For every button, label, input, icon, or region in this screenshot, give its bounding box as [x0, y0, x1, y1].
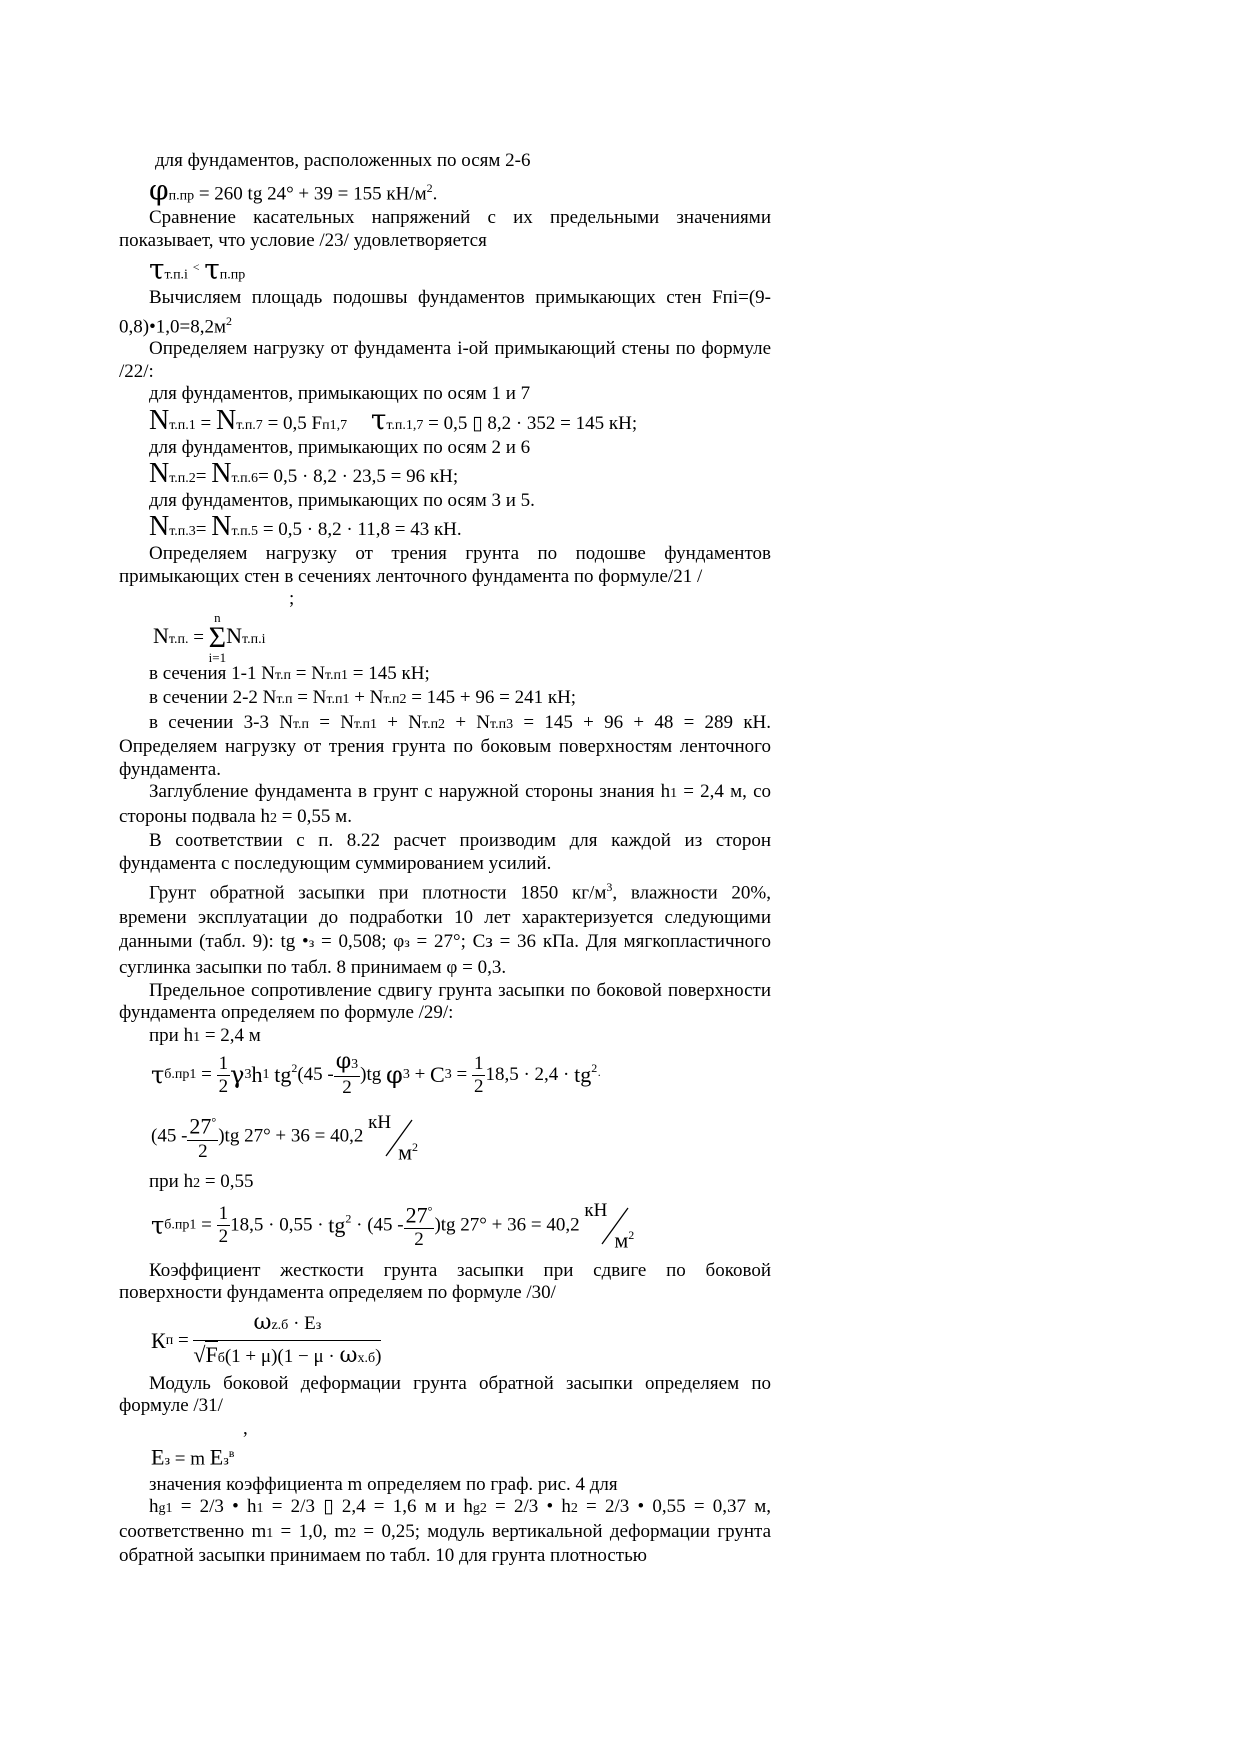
- sqrt-icon: √: [193, 1341, 206, 1367]
- text: в сечении 3-3 N: [149, 711, 293, 733]
- unit-denominator: [614, 1224, 634, 1252]
- text: )tg 27° + 36 = 40,2: [218, 1125, 364, 1147]
- superscript: 2: [225, 313, 232, 328]
- text: (45 -: [297, 1064, 334, 1086]
- symbol: К: [151, 1327, 166, 1353]
- operator: <: [192, 260, 200, 275]
- text: .: [432, 182, 438, 204]
- text: · Е: [288, 1312, 316, 1334]
- numerator: 1: [218, 1202, 229, 1224]
- text: для фундаментов, примыкающих по осям 3 и 5.: [149, 490, 535, 512]
- symbol: γ: [230, 1061, 245, 1090]
- text: = 145 кН;: [348, 662, 430, 684]
- symbol: N: [211, 510, 232, 542]
- subscript: з: [404, 935, 410, 951]
- paragraph: [119, 287, 771, 338]
- text: при h: [149, 1024, 194, 1046]
- text: = 2,4 м: [200, 1024, 261, 1046]
- formula-sum: [119, 611, 771, 663]
- subscript: т.п: [276, 692, 293, 708]
- text: Сравнение касательных напряжений с их предельными значениями показывает, что условие /23/ удовлетворяется: [119, 207, 771, 251]
- text-line: [119, 588, 771, 611]
- numerator: [187, 1111, 218, 1140]
- symbol: N: [149, 510, 170, 542]
- subscript: п.пр: [219, 267, 246, 283]
- text: в сечении 2-2 N: [149, 687, 277, 709]
- text: = 2/3 ▯ 2,4 = 1,6 м и h: [263, 1496, 473, 1518]
- text: =: [195, 412, 217, 434]
- text: = 2,4 м, со стороны подвала h: [119, 781, 771, 827]
- text-line: [119, 663, 771, 688]
- subscript: 1: [670, 786, 678, 802]
- fraction: [472, 1053, 486, 1098]
- subscript: т.п.2: [169, 470, 196, 486]
- text: h: [149, 1496, 159, 1518]
- subscript: т.п.1: [169, 417, 196, 433]
- subscript: т.п1: [326, 692, 350, 708]
- paragraph: [119, 1260, 771, 1305]
- symbol: C: [430, 1062, 445, 1088]
- fraction: [193, 1309, 381, 1373]
- sum-lower: i=1: [208, 649, 227, 665]
- subscript: з: [315, 1317, 322, 1333]
- symbol: τ: [149, 252, 165, 286]
- symbol: h: [251, 1062, 263, 1088]
- unit-numerator: кН: [584, 1200, 608, 1222]
- text: для фундаментов, расположенных по осям 2-6: [155, 150, 531, 171]
- operator: =: [196, 1214, 217, 1236]
- numerator: [334, 1051, 360, 1077]
- text: ,: [243, 1417, 248, 1439]
- superscript: 2: [426, 180, 433, 195]
- text: + N: [349, 687, 384, 709]
- fraction: [404, 1200, 435, 1251]
- subscript: 3: [244, 1067, 252, 1083]
- degree: °: [211, 1115, 217, 1130]
- text: =: [195, 518, 212, 540]
- symbol: τ: [151, 1061, 165, 1090]
- paragraph: [119, 980, 771, 1025]
- formula-tau-compare: [119, 252, 771, 287]
- paragraph: [119, 543, 771, 588]
- paragraph: [119, 207, 771, 252]
- text-line: [119, 437, 771, 460]
- symbol: N: [149, 404, 170, 436]
- superscript: 2: [591, 1061, 598, 1076]
- text: при h: [149, 1171, 194, 1193]
- text-line: [119, 150, 771, 173]
- numerator: [404, 1200, 435, 1229]
- subscript: 1: [266, 1525, 274, 1541]
- subscript: т.п2: [383, 692, 407, 708]
- paragraph: [119, 875, 771, 979]
- text-line: [119, 1025, 771, 1050]
- subscript: т.п3: [490, 716, 514, 732]
- text: (1 + μ)(1 − μ ·: [224, 1345, 340, 1367]
- formula-ntp-3-5: [119, 510, 771, 544]
- text: = 27°; Сз = 36 кПа. Для мягкопластичного суглинка засыпки по табл. 8 принимаем φ = 0,3.: [119, 930, 772, 978]
- text: + N: [445, 711, 491, 733]
- text: = 145 + 96 = 241 кН;: [406, 687, 577, 709]
- symbol: N: [211, 457, 232, 489]
- paragraph: [119, 1373, 771, 1418]
- subscript: т.п: [274, 667, 292, 683]
- superscript: 2: [628, 1228, 635, 1243]
- symbol: φ: [149, 172, 169, 206]
- superscript: 2: [412, 1139, 419, 1154]
- text: (45 -: [151, 1125, 188, 1147]
- function: tg: [574, 1062, 592, 1088]
- text: ): [375, 1345, 382, 1367]
- operator: =: [196, 1064, 217, 1086]
- text: Коэффициент жесткости грунта засыпки при сдвиге по боковой поверхности фундамента определяем по формуле /30/: [119, 1259, 771, 1304]
- paragraph: [119, 712, 771, 782]
- sigma-symbol: Σ: [208, 620, 227, 654]
- subscript: т.п.1,7: [386, 417, 424, 433]
- symbol: N: [226, 622, 243, 648]
- text: = 0,55 м.: [276, 805, 352, 827]
- text-line: [119, 687, 771, 712]
- symbol: ω: [253, 1309, 272, 1335]
- subscript: т.п: [292, 716, 309, 732]
- denominator: [193, 1341, 381, 1373]
- subscript: п1,7: [322, 417, 348, 433]
- subscript: т.п1: [324, 667, 349, 683]
- denominator: 2: [342, 1077, 352, 1099]
- subscript: т.п.7: [236, 417, 263, 433]
- denominator: 2: [198, 1140, 208, 1162]
- formula-tau-bpr-h1-cont: [119, 1111, 771, 1171]
- unit-denominator: [398, 1136, 418, 1164]
- unit-kn-m2: [584, 1200, 654, 1253]
- text: = 0,55: [200, 1171, 254, 1193]
- fraction: [334, 1051, 360, 1099]
- subscript: з: [223, 1453, 229, 1469]
- numerator: 1: [218, 1052, 229, 1074]
- document-page: [119, 150, 771, 1568]
- subscript: 3: [402, 1067, 410, 1083]
- text: = 145 + 96 + 48 = 289 кН. Определяем нагрузку от трения грунта по боковым поверхностям ленточного фундамента.: [119, 711, 772, 780]
- subscript: 1: [262, 1067, 270, 1083]
- paragraph: [119, 830, 771, 875]
- subscript: п.пр: [168, 187, 195, 203]
- formula-phi-pr: [119, 172, 771, 208]
- denominator: 2: [218, 1225, 229, 1247]
- operator: =: [173, 1329, 194, 1351]
- text: = 0,508; φ: [314, 930, 405, 952]
- function: tg: [328, 1212, 346, 1238]
- superscript: 3: [606, 880, 613, 895]
- operator: ·: [597, 1068, 602, 1083]
- text: Определяем нагрузку от фундамента i-ой примыкающий стены по формуле /22/:: [119, 338, 771, 382]
- text: 18,5 · 0,55 ·: [230, 1214, 329, 1236]
- text: для фундаментов, примыкающих по осям 2 и 6: [149, 437, 531, 459]
- superscript: 2: [345, 1211, 352, 1226]
- subscript: з: [308, 935, 315, 951]
- formula-ntp-2-6: [119, 457, 771, 491]
- subscript: т.п.: [168, 631, 189, 647]
- operator: =: [188, 626, 209, 648]
- superscript: в: [228, 1445, 235, 1460]
- subscript: 2: [570, 1501, 578, 1517]
- symbol: φ: [335, 1049, 352, 1075]
- text: ;: [289, 588, 295, 610]
- subscript: т.п.5: [231, 523, 259, 539]
- denominator: 2: [473, 1075, 484, 1097]
- number: 27: [189, 1113, 212, 1139]
- symbol: τ: [151, 1211, 165, 1240]
- text: + N: [377, 711, 422, 733]
- sum-operator: [209, 611, 226, 665]
- formula-kp: [119, 1309, 771, 1373]
- text: = 0,5 · 8,2 · 23,5 = 96 кН;: [258, 465, 459, 487]
- function: tg: [274, 1062, 292, 1088]
- text: = 2/3 • h: [172, 1496, 257, 1518]
- subscript: т.п2: [422, 716, 446, 732]
- subscript: 3: [444, 1067, 452, 1083]
- text: для фундаментов, примыкающих по осям 1 и 7: [149, 383, 531, 405]
- paragraph: [119, 338, 771, 383]
- text: = N: [292, 687, 327, 709]
- subscript: т.п.6: [231, 470, 259, 486]
- text: )tg: [360, 1064, 382, 1086]
- subscript: 2: [193, 1176, 201, 1192]
- subscript: б.пр1: [164, 1067, 197, 1083]
- symbol: F: [205, 1341, 218, 1367]
- symbol: Е: [151, 1444, 165, 1470]
- text: = m: [169, 1448, 210, 1470]
- text: = N: [309, 711, 354, 733]
- symbol: τ: [370, 402, 387, 436]
- numerator: 1: [473, 1052, 484, 1074]
- text: Вычисляем площадь подошвы фундаментов примыкающих стен Fпi=(9-0,8)•1,0=8,2м: [119, 287, 771, 337]
- formula-ez: [119, 1442, 771, 1474]
- operator: +: [409, 1064, 431, 1086]
- text: Грунт обратной засыпки при плотности 1850 кг/м: [149, 882, 607, 904]
- subscript: 3: [351, 1057, 359, 1073]
- subscript: 1: [193, 1029, 201, 1045]
- subscript: 2: [349, 1525, 357, 1541]
- unit-m: м: [614, 1227, 629, 1253]
- subscript: т.п.i: [164, 267, 188, 283]
- text-line: [119, 1417, 771, 1439]
- subscript: х.б: [357, 1350, 376, 1366]
- symbol: φ: [386, 1061, 403, 1090]
- text: = 0,5 ▯ 8,2 · 352 = 145 кН;: [423, 412, 638, 434]
- subscript: 1: [256, 1501, 264, 1517]
- fraction: [217, 1203, 231, 1248]
- text: =: [195, 465, 212, 487]
- subscript: б.пр1: [164, 1217, 197, 1233]
- text: в сечения 1-1 N: [149, 662, 275, 684]
- text-line: [119, 1171, 771, 1196]
- text: 18,5 · 2,4 ·: [485, 1064, 575, 1086]
- text: Предельное сопротивление сдвигу грунта засыпки по боковой поверхности фундамента определяем по формуле /29/:: [119, 979, 771, 1024]
- operator: =: [451, 1064, 472, 1086]
- subscript: п: [165, 1332, 174, 1348]
- formula-tau-bpr-h1: [119, 1051, 771, 1107]
- symbol: ω: [339, 1342, 358, 1368]
- superscript: 2: [291, 1061, 298, 1076]
- text: В соответствии с п. 8.22 расчет производим для каждой из сторон фундамента с последующим суммированием усилий.: [119, 830, 771, 874]
- sum-upper: n: [214, 609, 221, 625]
- text: )tg 27° + 36 = 40,2: [434, 1214, 580, 1236]
- symbol: N: [153, 622, 169, 648]
- numerator: [193, 1309, 381, 1341]
- text: = 0,5 F: [262, 412, 323, 434]
- text: , влажности 20%, времени эксплуатации до подработки 10 лет характеризуется следующими данными (табл. 9): tg •: [119, 882, 771, 952]
- symbol: N: [216, 404, 237, 436]
- text: = N: [291, 662, 325, 684]
- subscript: g2: [472, 1501, 487, 1517]
- symbol: Е: [209, 1444, 224, 1470]
- unit-numerator: кН: [368, 1111, 392, 1133]
- subscript: z.б: [271, 1317, 289, 1333]
- symbol: τ: [204, 252, 220, 286]
- subscript: б: [217, 1350, 225, 1366]
- text-line: [119, 1474, 771, 1497]
- formula-ntp-1-7: [119, 402, 771, 438]
- subscript: т.п.i: [242, 631, 266, 647]
- text: = 2/3 • 0,55 = 0,37 м, соответственно m: [119, 1496, 771, 1542]
- fraction: [187, 1111, 218, 1162]
- subscript: т.п.3: [169, 523, 196, 539]
- degree: °: [427, 1203, 433, 1218]
- text: Определяем нагрузку от трения грунта по подошве фундаментов примыкающих стен в сечениях ленточного фундамента по формуле/21 /: [119, 543, 771, 587]
- subscript: з: [164, 1453, 170, 1469]
- text: = 1,0, m: [273, 1520, 350, 1542]
- fraction: [217, 1053, 231, 1098]
- symbol: N: [149, 457, 170, 489]
- subscript: т.п1: [353, 716, 378, 732]
- text: = 0,25; модуль вертикальной деформации грунта обратной засыпки принимаем по табл. 10 для грунта плотностью: [119, 1520, 771, 1567]
- subscript: 2: [269, 810, 277, 826]
- paragraph: [119, 781, 771, 830]
- text: = 2/3 • h: [486, 1496, 571, 1518]
- subscript: g1: [158, 1501, 173, 1517]
- unit-kn-m2: [368, 1111, 438, 1165]
- formula-tau-bpr-h2: [119, 1200, 771, 1260]
- text: = 260 tg 24° + 39 = 155 кН/м: [194, 182, 427, 204]
- paragraph: [119, 1496, 771, 1568]
- text: Модуль боковой деформации грунта обратной засыпки определяем по формуле /31/: [119, 1372, 771, 1417]
- unit-m: м: [398, 1139, 413, 1165]
- text: = 0,5 · 8,2 · 11,8 = 43 кН.: [258, 518, 462, 540]
- text-line: [119, 490, 771, 513]
- text: · (45 -: [351, 1214, 404, 1236]
- number: 27: [405, 1202, 428, 1228]
- denominator: 2: [414, 1229, 424, 1251]
- text: Заглубление фундамента в грунт с наружной стороны знания h: [149, 781, 671, 803]
- denominator: 2: [218, 1075, 229, 1097]
- text: значения коэффициента m определяем по граф. рис. 4 для: [149, 1473, 618, 1495]
- text-line: [119, 383, 771, 406]
